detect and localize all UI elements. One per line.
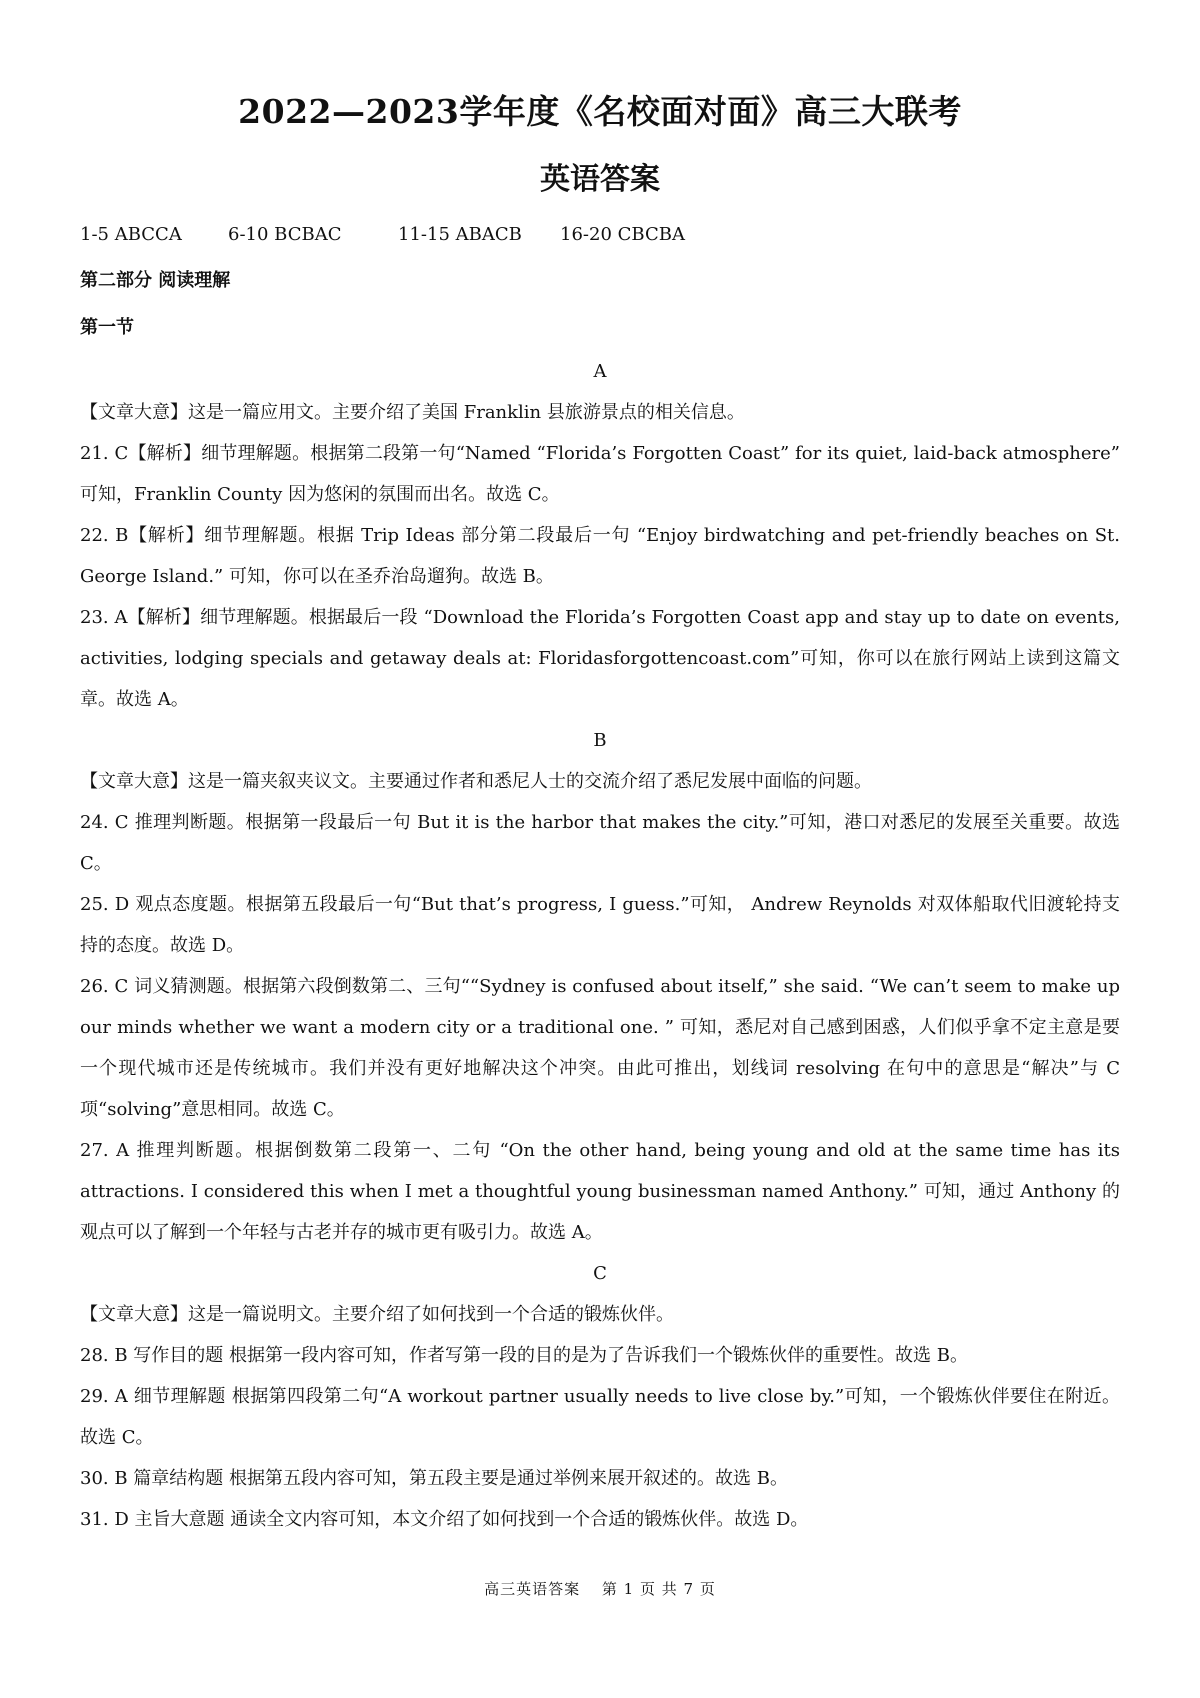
passage-a-letter: A [593, 361, 607, 382]
answer-explanation: 30. B 篇章结构题 根据第五段内容可知，第五段主要是通过举例来展开叙述的。故选 B。 [80, 1468, 788, 1489]
answer-explanation: 27. A 推理判断题。根据倒数第二段第一、二句 “On the other hand, being young and old at the same time has its attractions. I considered this when I met a thoughtful young businessman named Anthony.” 可知，通过 Anthony 的观点可以了解到一个年轻与古老并存的城市更有吸引力。故选 A。 [80, 1140, 1120, 1243]
listening-answers [80, 214, 1120, 255]
section-heading: 第一节 [80, 317, 134, 338]
answer-explanation: 28. B 写作目的题 根据第一段内容可知，作者写第一段的目的是为了告诉我们一个锻炼伙伴的重要性。故选 B。 [80, 1345, 968, 1366]
answer-explanation: 24. C 推理判断题。根据第一段最后一句 But it is the harbor that makes the city.”可知，港口对悉尼的发展至关重要。故选 C。 [80, 812, 1120, 874]
part-heading: 第二部分 阅读理解 [80, 270, 231, 291]
answer-explanation: 23. A【解析】细节理解题。根据最后一段 “Download the Florida’s Forgotten Coast app and stay up to date on events, activities, lodging specials and getaway deals at: Floridasforgottencoast.com”可知，你可以在旅行网站上读到这篇文章。故选 A。 [80, 607, 1120, 710]
answer-explanation: 31. D 主旨大意题 通读全文内容可知，本文介绍了如何找到一个合适的锻炼伙伴。故选 D。 [80, 1509, 809, 1530]
answer-explanation: 22. B【解析】细节理解题。根据 Trip Ideas 部分第二段最后一句 “Enjoy birdwatching and pet-friendly beaches on St. George Island.” 可知，你可以在圣乔治岛遛狗。故选 B。 [80, 525, 1120, 587]
passage-a-summary: 【文章大意】这是一篇应用文。主要介绍了美国 Franklin 县旅游景点的相关信息。 [80, 402, 745, 423]
answer-group: 11-15 ABACB [398, 224, 522, 245]
answer-group: 16-20 CBCBA [560, 224, 685, 245]
answer-group: 1-5 ABCCA [80, 224, 182, 245]
page-title: 2022—2023学年度《名校面对面》高三大联考 [238, 92, 962, 131]
answer-explanation: 29. A 细节理解题 根据第四段第二句“A workout partner usually needs to live close by.”可知，一个锻炼伙伴要住在附近。故选 C。 [80, 1386, 1120, 1448]
page-subtitle: 英语答案 [540, 162, 660, 197]
passage-c-summary: 【文章大意】这是一篇说明文。主要介绍了如何找到一个合适的锻炼伙伴。 [80, 1304, 674, 1325]
answer-explanation: 25. D 观点态度题。根据第五段最后一句“But that’s progress, I guess.”可知， Andrew Reynolds 对双体船取代旧渡轮持支持的态度。故选 D。 [80, 894, 1120, 956]
passage-b-summary: 【文章大意】这是一篇夹叙夹议文。主要通过作者和悉尼人士的交流介绍了悉尼发展中面临的问题。 [80, 771, 872, 792]
answer-content [80, 214, 1120, 1540]
passage-c-letter: C [593, 1263, 607, 1284]
answer-group: 6-10 BCBAC [228, 224, 342, 245]
passage-b-letter: B [593, 730, 607, 751]
answer-explanation: 21. C【解析】细节理解题。根据第二段第一句“Named “Florida’s Forgotten Coast” for its quiet, laid-back atmosphere” 可知，Franklin County 因为悠闲的氛围而出名。故选 C。 [80, 443, 1120, 505]
answer-explanation: 26. C 词义猜测题。根据第六段倒数第二、三句““Sydney is confused about itself,” she said. “We can’t seem to make up our minds whether we want a modern city or a traditional one. ” 可知，悉尼对自己感到困惑，人们似乎拿不定主意是要一个现代城市还是传统城市。我们并没有更好地解决这个冲突。由此可推出，划线词 resolving 在句中的意思是“解决”与 C 项“solving”意思相同。故选 C。 [80, 976, 1120, 1120]
page-footer: 高三英语答案 第 1 页 共 7 页 [484, 1580, 716, 1598]
